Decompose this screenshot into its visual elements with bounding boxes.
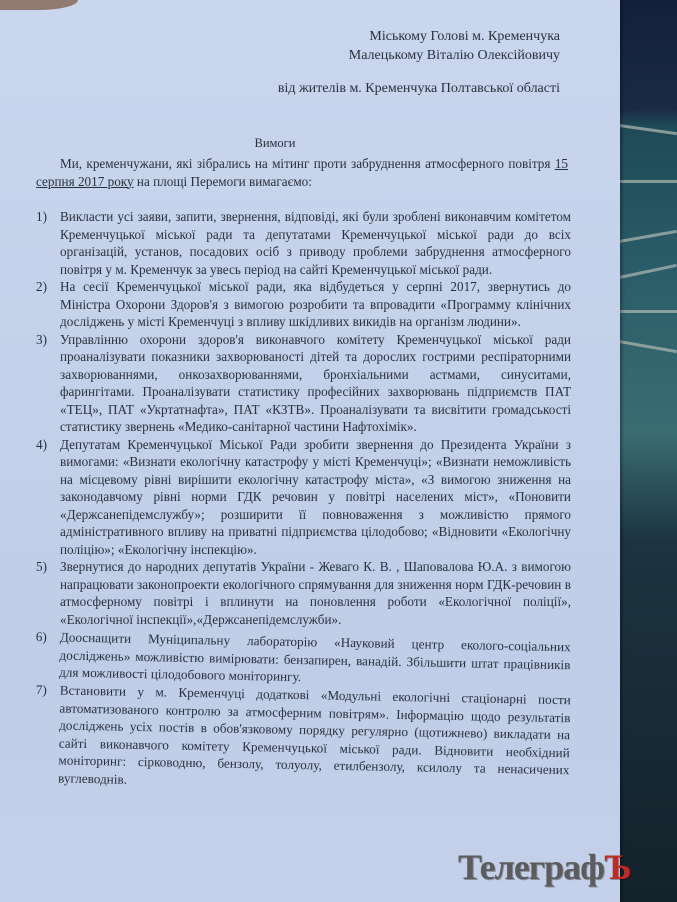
- demand-text: Встановити у м. Кременчуці додаткові «Модульні екологічні стаціонарні пости автоматизованого контролю за атмосферним повітрям». Інформацію щодо результатів досліджень усіх постів в обов'язковому порядку регулярно (щотижнево) викладати на сайті виконавчого комітету Кременчуцької міської ради. Відновити необхідний моніторинг: сірководню, бензолу, толуолу, етилбензолу, ксилолу та ненасичених вуглеводнів.: [58, 681, 571, 786]
- background-stripe: [618, 340, 677, 353]
- background-stripe: [618, 230, 677, 243]
- demand-item-7: [34, 681, 571, 796]
- demand-item-6: [35, 628, 571, 691]
- demand-text: Звернутися до народних депутатів України - Жеваго К. В. , Шаповалова Ю.А. з вимогою напрацювати законопроекти екологічного спрямування для зниження норм ГДК-речовин в атмосферному повітрі і вплинути на поновлення роботи «Екологічної поліції», «Екологічної інспекції»,«Держсанепідемслужби».: [60, 559, 571, 627]
- demand-number: 6): [35, 628, 47, 645]
- intro-date: 15 серпня 2017 року: [36, 156, 568, 189]
- addressee-line-2: Малецькому Віталію Олексійовичу: [348, 48, 560, 63]
- demand-text: Дооснащити Муніципальну лабораторію «Науковий центр еколого-соціальних досліджень» можливістю вимірювати: бензапирен, ванадій. Збільшити штат працівників для можливості цілодобового моніторингу.: [59, 629, 571, 685]
- demand-item-2: [36, 278, 571, 331]
- demands-list: [36, 208, 571, 786]
- sender-line: від жителів м. Кременчука Полтавської області: [277, 81, 560, 96]
- background-stripe: [618, 180, 677, 183]
- demand-item-3: [36, 331, 571, 436]
- document-title: Вимоги: [254, 136, 296, 150]
- background-stripe: [618, 124, 677, 135]
- background-stripe: [618, 264, 676, 279]
- demand-number: 4): [36, 436, 47, 452]
- telegraf-watermark-logo: [458, 846, 631, 888]
- intro-end: на площі Перемоги вимагаємо:: [133, 173, 312, 189]
- watermark-accent: Ъ: [604, 847, 631, 887]
- demand-item-4: [36, 436, 571, 559]
- demand-text: На сесії Кременчуцької міської ради, яка відбудеться у серпні 2017, звернутись до Міністра Охорони Здоров'я з вимогою розробити та впровадити «Программу клінічних досліджень у місті Кременчуці з впливу шкідливих викидів на організм людини».: [60, 279, 571, 329]
- demand-item-5: [36, 558, 571, 628]
- intro-paragraph: [36, 155, 568, 190]
- demand-number: 2): [36, 279, 47, 294]
- demand-text: Викласти усі заяви, запити, звернення, відповіді, які були зроблені виконавчим комітетом Кременчуцької міської ради та депутатами Кременчуцької міської ради до всіх організацій, установ, посадових осіб з приводу проблеми забруднення атмосферного повітря у м. Кременчук за увесь період на сайті Кременчуцької міської ради.: [60, 209, 571, 277]
- demand-number: 3): [36, 331, 47, 347]
- demand-text: Управлінню охорони здоров'я виконавчого комітету Кременчуцької міської ради проаналізувати показники захворюваності дітей та дорослих гострими респіраторними захворюваннями, онкозахворюваннями, бронхіальними астмами, синуситами, фарингітами. Проаналізувати статистику професійних захворювань підприємств ПАТ «ТЕЦ», ПАТ «Укртатнафта», ПАТ «КЗТВ». Проаналізувати та висвітити громадськості статистику звернень «Медико-санітарної частини Нафтохімік».: [60, 331, 571, 434]
- demand-number: 1): [36, 209, 47, 224]
- addressee-line-1: Міському Голові м. Кременчука: [369, 29, 560, 44]
- background-stripe: [618, 310, 677, 313]
- intro-start: Ми, кременчужани, які зібрались на мітинг проти забруднення атмосферного повітря: [60, 156, 555, 171]
- background-fabric: [618, 0, 677, 902]
- watermark-main: Телеграф: [458, 847, 605, 887]
- demand-number: 7): [35, 681, 47, 697]
- finger-holding-page: [0, 0, 78, 10]
- demand-number: 5): [36, 559, 47, 574]
- demand-text: Депутатам Кременчуцької Міської Ради зробити звернення до Президента України з вимогами: «Визнати екологічну катастрофу у місті Кременчуці»; «Визнати неможливість на місцевому рівні вирішити екологічну катастрофу міста», «З вимогою зниження на законодавчому рівні норми ГДК речовин у повітрі населених міст», «Поновити «Держсанепідемслужбу»; розширити її повноваження з можливістю прямого адміністративного впливу на приватні підприємства цілодобово; «Відновити «Екологічну поліцію»; «Екологічну інспекцію».: [60, 436, 571, 557]
- demand-item-1: [36, 208, 571, 278]
